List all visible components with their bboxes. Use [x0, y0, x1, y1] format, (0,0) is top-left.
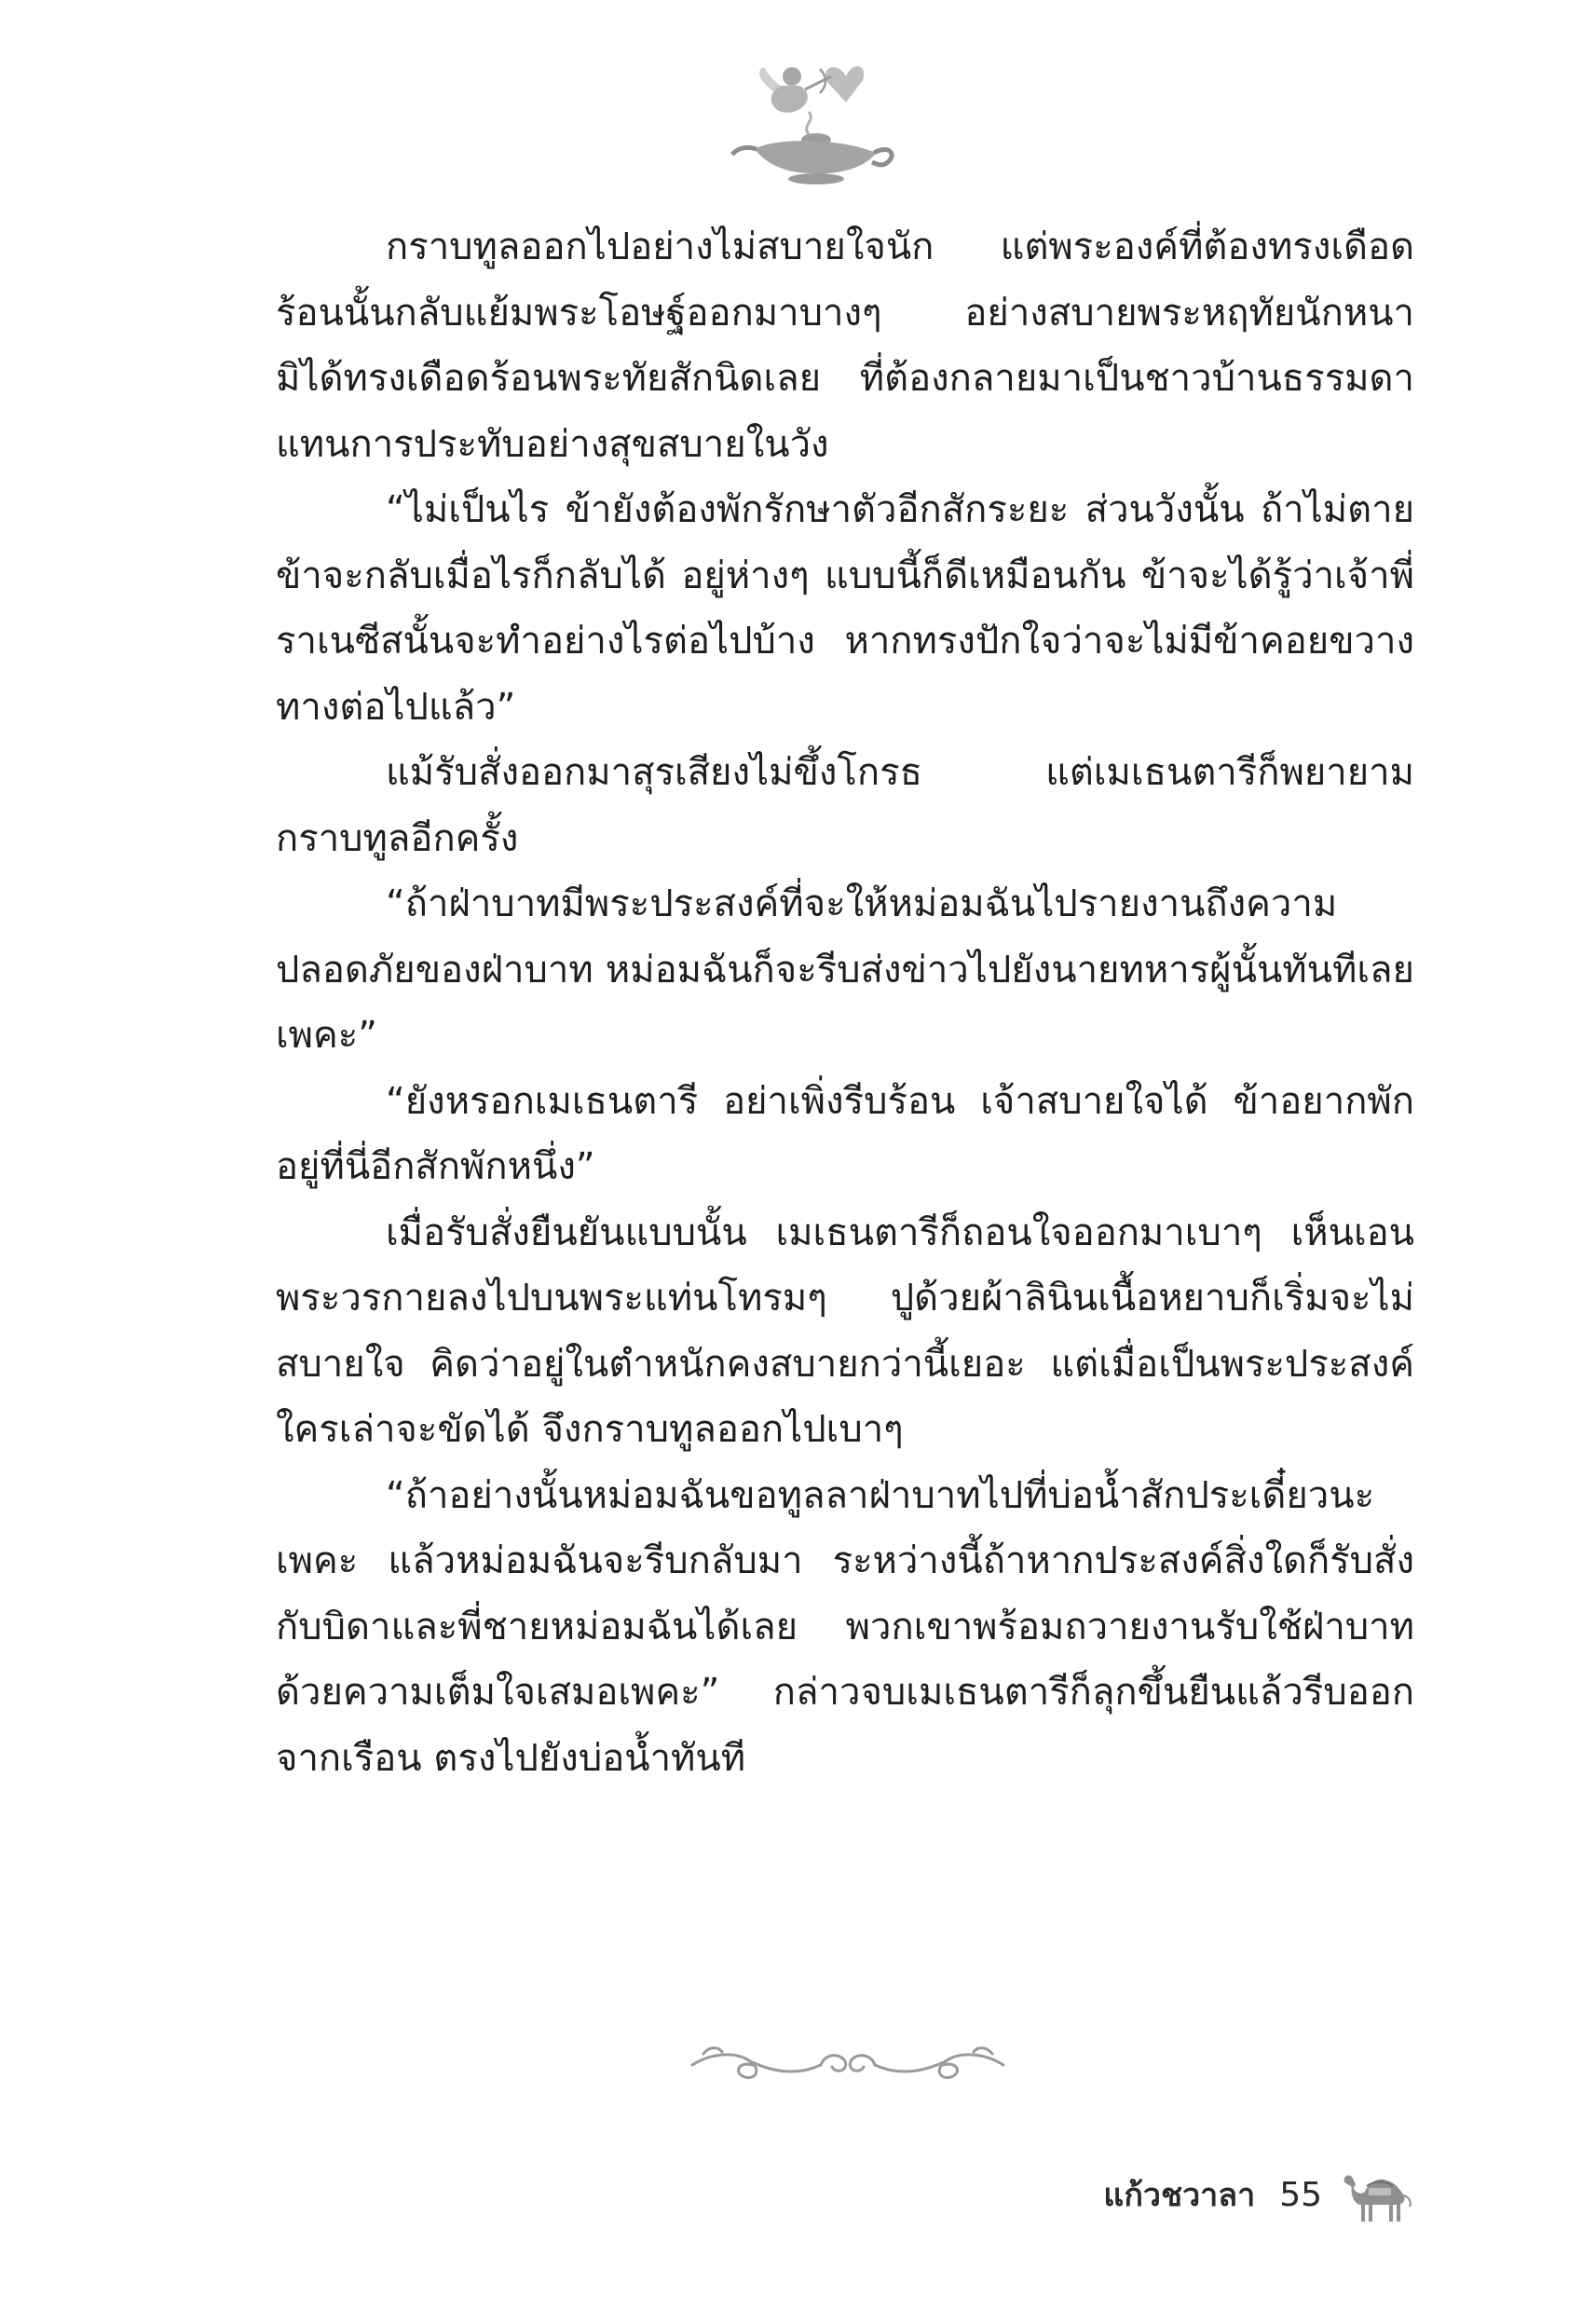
paragraph: แม้รับสั่งออกมาสุรเสียงไม่ขึ้งโกรธ แต่เมเธนตารีก็พยายามกราบทูลอีกครั้ง [276, 751, 1414, 860]
flourish-divider-icon [685, 2033, 1011, 2089]
book-title: แก้วชวาลา [1103, 2177, 1256, 2214]
paragraph: “ถ้าอย่างนั้นหม่อมฉันขอทูลลาฝ่าบาทไปที่บ่อน้ำสักประเดี๋ยวนะเพคะ แล้วหม่อมฉันจะรีบกลับมา ระหว่างนี้ถ้าหากประสงค์สิ่งใดก็รับสั่งกับบิดาและพี่ชายหม่อมฉันได้เลย พวกเขาพร้อมถวายงานรับใช้ฝ่าบาทด้วยความเต็มใจเสมอเพคะ” กล่าวจบเมเธนตารีก็ลุกขึ้นยืนแล้วรีบออกจากเรือน ตรงไปยังบ่อน้ำทันที [276, 1473, 1414, 1780]
page-number: 55 [1279, 2175, 1322, 2214]
page-footer [1103, 2162, 1413, 2227]
paragraph: เมื่อรับสั่งยืนยันแบบนั้น เมเธนตารีก็ถอนใจออกมาเบาๆ เห็นเอนพระวรกายลงไปบนพระแท่นโทรมๆ ปูด้วยผ้าลินินเนื้อหยาบก็เริ่มจะไม่สบายใจ คิดว่าอยู่ในตำหนักคงสบายกว่านี้เยอะ แต่เมื่อเป็นพระประสงค์ใครเล่าจะขัดได้ จึงกราบทูลออกไปเบาๆ [276, 1210, 1414, 1451]
cupid-lamp-ornament-icon [727, 48, 904, 188]
paragraph: กราบทูลออกไปอย่างไม่สบายใจนัก แต่พระองค์ที่ต้องทรงเดือดร้อนนั้นกลับแย้มพระโอษฐ์ออกมาบางๆ อย่างสบายพระหฤทัยนักหนา มิได้ทรงเดือดร้อนพระทัยสักนิดเลย ที่ต้องกลายมาเป็นชาวบ้านธรรมดา แทนการประทับอย่างสุขสบายในวัง [276, 226, 1414, 466]
camel-icon [1339, 2164, 1413, 2225]
paragraph: “ยังหรอกเมเธนตารี อย่าเพิ่งรีบร้อน เจ้าสบายใจได้ ข้าอยากพักอยู่ที่นี่อีกสักพักหนึ่ง” [276, 1079, 1414, 1188]
body-text [276, 214, 1414, 1791]
paragraph: “ไม่เป็นไร ข้ายังต้องพักรักษาตัวอีกสักระยะ ส่วนวังนั้น ถ้าไม่ตายข้าจะกลับเมื่อไรก็กลับได้ อยู่ห่างๆ แบบนี้ก็ดีเหมือนกัน ข้าจะได้รู้ว่าเจ้าพี่ราเนซีสนั้นจะทำอย่างไรต่อไปบ้าง หากทรงปักใจว่าจะไม่มีข้าคอยขวางทางต่อไปแล้ว” [276, 488, 1414, 729]
paragraph: “ถ้าฝ่าบาทมีพระประสงค์ที่จะให้หม่อมฉันไปรายงานถึงความปลอดภัยของฝ่าบาท หม่อมฉันก็จะรีบส่งข่าวไปยังนายทหารผู้นั้นทันทีเลยเพคะ” [276, 882, 1414, 1057]
